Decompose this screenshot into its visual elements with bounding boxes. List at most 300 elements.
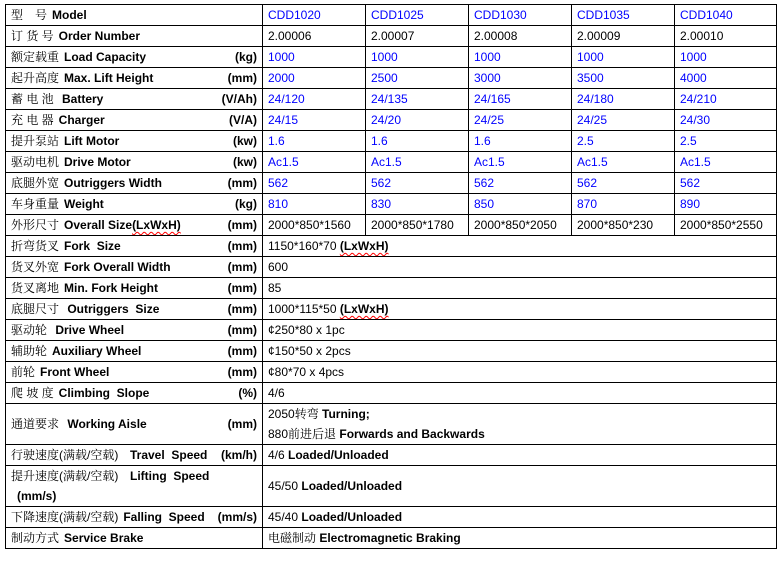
table-row-travel-speed — [6, 445, 777, 466]
cell-front-wheel-merged — [263, 362, 777, 383]
row-label-front-wheel — [6, 362, 263, 383]
cell-drive-motor-0 — [263, 152, 366, 173]
row-label-line-lift-motor — [11, 131, 257, 151]
value-drive-motor-4: Ac1.5 — [680, 155, 711, 169]
value-weight-3: 870 — [577, 197, 598, 211]
row-label-line2-lifting-speed — [11, 486, 257, 506]
table-row-overall-size — [6, 215, 777, 236]
value-charger-1: 24/20 — [371, 113, 402, 127]
value-order-number-2: 2.00008 — [474, 29, 518, 43]
cell-battery-4 — [675, 89, 777, 110]
value-text-climbing-slope-0: 4/6 — [268, 386, 285, 400]
cell-drive-motor-1 — [366, 152, 469, 173]
row-unit-fork-overall-width: (mm) — [227, 260, 257, 274]
value-lift-motor-2: 1.6 — [474, 134, 491, 148]
value-line-service-brake-0 — [268, 528, 771, 548]
row-label-outriggers-size — [6, 299, 263, 320]
value-weight-0: 810 — [268, 197, 289, 211]
value-bold-working-aisle-1: Forwards and Backwards — [339, 427, 485, 441]
row-unit-lift-height: (mm) — [227, 71, 257, 85]
cell-lift-height-1 — [366, 68, 469, 89]
value-bold-service-brake-0: Electromagnetic Braking — [319, 531, 461, 545]
value-text-falling-speed-0: 45/40 — [268, 510, 302, 524]
spec-table — [5, 4, 777, 549]
value-text-service-brake-0: 电磁制动 — [268, 531, 320, 545]
value-model-2: CDD1030 — [474, 8, 527, 22]
cell-drive-motor-3 — [572, 152, 675, 173]
value-lift-height-1: 2500 — [371, 71, 398, 85]
value-battery-2: 24/165 — [474, 92, 511, 106]
row-label-line-fork-size — [11, 236, 257, 256]
label-en-fork-overall-width: Fork Overall Width — [64, 260, 171, 274]
table-row-load-capacity — [6, 47, 777, 68]
label-en-drive-wheel: Drive Wheel — [52, 323, 125, 337]
row-label-line-charger — [11, 110, 257, 130]
label-en-overall-size: Overall Size — [64, 218, 133, 232]
row-label-line-lift-height — [11, 68, 257, 88]
cell-order-number-0 — [263, 26, 366, 47]
cell-travel-speed-merged — [263, 445, 777, 466]
row-label-line-working-aisle — [11, 414, 257, 434]
cell-outriggers-width-0 — [263, 173, 366, 194]
value-line-travel-speed-0 — [268, 445, 771, 465]
cell-load-capacity-3 — [572, 47, 675, 68]
table-row-fork-overall-width — [6, 257, 777, 278]
cell-climbing-slope-merged — [263, 383, 777, 404]
table-row-battery — [6, 89, 777, 110]
value-line-min-fork-height-0 — [268, 278, 771, 298]
label-zh-auxiliary-wheel: 辅助轮 — [11, 344, 48, 358]
label-en-wavy-overall-size: (LxWxH) — [132, 218, 181, 232]
row-label-auxiliary-wheel — [6, 341, 263, 362]
value-text-front-wheel-0: ¢80*70 x 4pcs — [268, 365, 345, 379]
value-text-auxiliary-wheel-0: ¢150*50 x 2pcs — [268, 344, 351, 358]
value-lift-motor-0: 1.6 — [268, 134, 285, 148]
value-line-fork-size-0 — [268, 236, 771, 256]
row-label-climbing-slope — [6, 383, 263, 404]
label-zh-outriggers-size: 底腿尺寸 — [11, 302, 60, 316]
row-unit-lifting-speed: (mm/s) — [17, 489, 57, 503]
value-battery-4: 24/210 — [680, 92, 717, 106]
value-load-capacity-4: 1000 — [680, 50, 707, 64]
row-unit-lift-motor: (kw) — [233, 134, 257, 148]
table-row-charger — [6, 110, 777, 131]
label-zh-travel-speed: 行驶速度(满载/空载) — [11, 448, 119, 462]
value-drive-motor-0: Ac1.5 — [268, 155, 299, 169]
value-text-min-fork-height-0: 85 — [268, 281, 282, 295]
row-label-lifting-speed — [6, 466, 263, 507]
table-row-outriggers-size — [6, 299, 777, 320]
label-zh-outriggers-width: 底腿外宽 — [11, 176, 60, 190]
value-text-working-aisle-0: 2050转弯 — [268, 407, 323, 421]
cell-model-2 — [469, 5, 572, 26]
cell-lift-motor-3 — [572, 131, 675, 152]
row-label-line-drive-motor — [11, 152, 257, 172]
row-label-line-model — [11, 5, 257, 25]
cell-weight-3 — [572, 194, 675, 215]
cell-overall-size-1 — [366, 215, 469, 236]
label-zh-model: 型 号 — [11, 8, 48, 22]
row-label-line-overall-size — [11, 215, 257, 235]
cell-charger-3 — [572, 110, 675, 131]
cell-battery-1 — [366, 89, 469, 110]
value-outriggers-width-1: 562 — [371, 176, 392, 190]
value-line-working-aisle-0 — [268, 404, 771, 424]
value-order-number-4: 2.00010 — [680, 29, 724, 43]
label-zh-drive-motor: 驱动电机 — [11, 155, 60, 169]
cell-working-aisle-merged — [263, 404, 777, 445]
table-row-working-aisle — [6, 404, 777, 445]
row-label-line-falling-speed — [11, 507, 257, 527]
cell-weight-1 — [366, 194, 469, 215]
value-line-falling-speed-0 — [268, 507, 771, 527]
cell-lift-motor-4 — [675, 131, 777, 152]
table-row-lifting-speed — [6, 466, 777, 507]
label-en-drive-motor: Drive Motor — [64, 155, 131, 169]
row-label-fork-size — [6, 236, 263, 257]
value-line-fork-overall-width-0 — [268, 257, 771, 277]
cell-overall-size-4 — [675, 215, 777, 236]
row-unit-working-aisle: (mm) — [227, 417, 257, 431]
row-label-weight — [6, 194, 263, 215]
row-label-charger — [6, 110, 263, 131]
value-model-0: CDD1020 — [268, 8, 321, 22]
value-text-fork-overall-width-0: 600 — [268, 260, 289, 274]
cell-weight-0 — [263, 194, 366, 215]
label-zh-fork-size: 折弯货叉 — [11, 239, 60, 253]
table-row-front-wheel — [6, 362, 777, 383]
cell-fork-overall-width-merged — [263, 257, 777, 278]
row-unit-front-wheel: (mm) — [227, 365, 257, 379]
cell-outriggers-width-3 — [572, 173, 675, 194]
value-bold-working-aisle-0: Turning; — [322, 407, 370, 421]
value-lift-height-2: 3000 — [474, 71, 501, 85]
cell-charger-4 — [675, 110, 777, 131]
row-label-line-outriggers-width — [11, 173, 257, 193]
row-label-service-brake — [6, 528, 263, 549]
row-label-line-travel-speed — [11, 445, 257, 465]
label-zh-order-number: 订 货 号 — [11, 29, 54, 43]
row-label-line-service-brake — [11, 528, 257, 548]
value-lift-motor-1: 1.6 — [371, 134, 388, 148]
table-row-service-brake — [6, 528, 777, 549]
label-en-front-wheel: Front Wheel — [40, 365, 110, 379]
cell-overall-size-3 — [572, 215, 675, 236]
row-label-line-fork-overall-width — [11, 257, 257, 277]
cell-lift-height-2 — [469, 68, 572, 89]
value-weight-1: 830 — [371, 197, 392, 211]
cell-outriggers-width-2 — [469, 173, 572, 194]
row-label-line-auxiliary-wheel — [11, 341, 257, 361]
label-en-working-aisle: Working Aisle — [64, 417, 147, 431]
row-label-line-min-fork-height — [11, 278, 257, 298]
value-battery-3: 24/180 — [577, 92, 614, 106]
label-en-model: Model — [52, 8, 87, 22]
label-en-travel-speed: Travel Speed — [123, 448, 208, 462]
label-zh-falling-speed: 下降速度(满载/空载) — [11, 510, 119, 524]
table-row-lift-motor — [6, 131, 777, 152]
cell-load-capacity-1 — [366, 47, 469, 68]
label-en-outriggers-size: Outriggers Size — [64, 302, 160, 316]
value-line-front-wheel-0 — [268, 362, 771, 382]
cell-fork-size-merged — [263, 236, 777, 257]
value-bold-travel-speed-0: Loaded/Unloaded — [288, 448, 389, 462]
row-unit-outriggers-width: (mm) — [227, 176, 257, 190]
value-outriggers-width-0: 562 — [268, 176, 289, 190]
cell-order-number-1 — [366, 26, 469, 47]
value-text-outriggers-size-0: 1000*115*50 — [268, 302, 340, 316]
value-text-fork-size-0: 1150*160*70 — [268, 239, 340, 253]
row-unit-drive-wheel: (mm) — [227, 323, 257, 337]
table-row-drive-motor — [6, 152, 777, 173]
label-en-lift-motor: Lift Motor — [64, 134, 120, 148]
row-unit-falling-speed: (mm/s) — [217, 510, 257, 524]
table-row-falling-speed — [6, 507, 777, 528]
row-unit-overall-size: (mm) — [227, 218, 257, 232]
value-model-4: CDD1040 — [680, 8, 733, 22]
value-overall-size-1: 2000*850*1780 — [371, 218, 454, 232]
label-en-lifting-speed: Lifting Speed — [123, 469, 210, 483]
label-en-weight: Weight — [64, 197, 104, 211]
row-unit-battery: (V/Ah) — [221, 92, 257, 106]
cell-load-capacity-2 — [469, 47, 572, 68]
row-label-model — [6, 5, 263, 26]
value-drive-motor-2: Ac1.5 — [474, 155, 505, 169]
row-label-drive-wheel — [6, 320, 263, 341]
row-label-min-fork-height — [6, 278, 263, 299]
cell-outriggers-width-4 — [675, 173, 777, 194]
cell-service-brake-merged — [263, 528, 777, 549]
value-overall-size-4: 2000*850*2550 — [680, 218, 763, 232]
row-label-travel-speed — [6, 445, 263, 466]
row-label-load-capacity — [6, 47, 263, 68]
cell-charger-1 — [366, 110, 469, 131]
cell-model-3 — [572, 5, 675, 26]
cell-drive-motor-2 — [469, 152, 572, 173]
value-outriggers-width-2: 562 — [474, 176, 495, 190]
value-weight-4: 890 — [680, 197, 701, 211]
row-label-line-load-capacity — [11, 47, 257, 67]
value-drive-motor-1: Ac1.5 — [371, 155, 402, 169]
value-load-capacity-1: 1000 — [371, 50, 398, 64]
cell-min-fork-height-merged — [263, 278, 777, 299]
cell-drive-wheel-merged — [263, 320, 777, 341]
label-zh-weight: 车身重量 — [11, 197, 60, 211]
label-en-auxiliary-wheel: Auxiliary Wheel — [52, 344, 142, 358]
cell-load-capacity-0 — [263, 47, 366, 68]
cell-battery-0 — [263, 89, 366, 110]
value-overall-size-3: 2000*850*230 — [577, 218, 654, 232]
row-label-line-climbing-slope — [11, 383, 257, 403]
value-line-climbing-slope-0 — [268, 383, 771, 403]
value-load-capacity-3: 1000 — [577, 50, 604, 64]
value-line-working-aisle-1 — [268, 424, 771, 444]
value-charger-4: 24/30 — [680, 113, 711, 127]
cell-load-capacity-4 — [675, 47, 777, 68]
row-label-battery — [6, 89, 263, 110]
row-unit-travel-speed: (km/h) — [221, 448, 257, 462]
value-bold-fork-size-0: (LxWxH) — [339, 239, 389, 253]
cell-drive-motor-4 — [675, 152, 777, 173]
row-label-line-lifting-speed — [11, 466, 257, 486]
value-battery-1: 24/135 — [371, 92, 408, 106]
cell-overall-size-0 — [263, 215, 366, 236]
table-row-climbing-slope — [6, 383, 777, 404]
value-charger-3: 24/25 — [577, 113, 608, 127]
row-unit-min-fork-height: (mm) — [227, 281, 257, 295]
cell-weight-2 — [469, 194, 572, 215]
cell-outriggers-size-merged — [263, 299, 777, 320]
value-lift-motor-4: 2.5 — [680, 134, 697, 148]
row-unit-auxiliary-wheel: (mm) — [227, 344, 257, 358]
label-zh-front-wheel: 前轮 — [11, 365, 36, 379]
table-row-lift-height — [6, 68, 777, 89]
value-lift-motor-3: 2.5 — [577, 134, 594, 148]
row-unit-charger: (V/A) — [229, 113, 257, 127]
table-row-weight — [6, 194, 777, 215]
label-zh-charger: 充 电 器 — [11, 113, 54, 127]
row-label-line-front-wheel — [11, 362, 257, 382]
value-bold-falling-speed-0: Loaded/Unloaded — [301, 510, 403, 524]
value-text-lifting-speed-0: 45/50 — [268, 479, 302, 493]
table-row-auxiliary-wheel — [6, 341, 777, 362]
cell-lift-motor-2 — [469, 131, 572, 152]
cell-battery-2 — [469, 89, 572, 110]
value-line-auxiliary-wheel-0 — [268, 341, 771, 361]
label-zh-min-fork-height: 货叉离地 — [11, 281, 60, 295]
label-zh-climbing-slope: 爬 坡 度 — [11, 386, 54, 400]
table-row-outriggers-width — [6, 173, 777, 194]
row-label-order-number — [6, 26, 263, 47]
row-unit-drive-motor: (kw) — [233, 155, 257, 169]
label-en-service-brake: Service Brake — [64, 531, 144, 545]
cell-weight-4 — [675, 194, 777, 215]
label-zh-lifting-speed: 提升速度(满载/空载) — [11, 469, 119, 483]
value-text-travel-speed-0: 4/6 — [268, 448, 289, 462]
row-label-outriggers-width — [6, 173, 263, 194]
value-bold-outriggers-size-0: (LxWxH) — [339, 302, 389, 316]
label-zh-battery: 蓄 电 池 — [11, 92, 54, 106]
value-weight-2: 850 — [474, 197, 495, 211]
cell-order-number-3 — [572, 26, 675, 47]
value-load-capacity-2: 1000 — [474, 50, 501, 64]
cell-model-0 — [263, 5, 366, 26]
value-charger-2: 24/25 — [474, 113, 505, 127]
row-label-line-order-number — [11, 26, 257, 46]
row-label-drive-motor — [6, 152, 263, 173]
value-lift-height-3: 3500 — [577, 71, 604, 85]
value-outriggers-width-3: 562 — [577, 176, 598, 190]
table-row-order-number — [6, 26, 777, 47]
value-lift-height-0: 2000 — [268, 71, 295, 85]
value-drive-motor-3: Ac1.5 — [577, 155, 608, 169]
cell-lift-height-4 — [675, 68, 777, 89]
cell-battery-3 — [572, 89, 675, 110]
value-order-number-0: 2.00006 — [268, 29, 312, 43]
cell-falling-speed-merged — [263, 507, 777, 528]
label-en-lift-height: Max. Lift Height — [64, 71, 154, 85]
value-battery-0: 24/120 — [268, 92, 305, 106]
cell-lift-motor-1 — [366, 131, 469, 152]
label-zh-lift-motor: 提升泵站 — [11, 134, 60, 148]
value-overall-size-2: 2000*850*2050 — [474, 218, 557, 232]
label-zh-service-brake: 制动方式 — [11, 531, 60, 545]
row-label-line-weight — [11, 194, 257, 214]
label-zh-lift-height: 起升高度 — [11, 71, 60, 85]
label-en-battery: Battery — [58, 92, 104, 106]
label-en-falling-speed: Falling Speed — [123, 510, 205, 524]
cell-lift-height-0 — [263, 68, 366, 89]
cell-charger-2 — [469, 110, 572, 131]
row-unit-outriggers-size: (mm) — [227, 302, 257, 316]
table-row-drive-wheel — [6, 320, 777, 341]
row-unit-climbing-slope: (%) — [238, 386, 257, 400]
value-outriggers-width-4: 562 — [680, 176, 701, 190]
value-bold-lifting-speed-0: Loaded/Unloaded — [301, 479, 403, 493]
cell-model-1 — [366, 5, 469, 26]
value-order-number-1: 2.00007 — [371, 29, 415, 43]
row-label-working-aisle — [6, 404, 263, 445]
value-load-capacity-0: 1000 — [268, 50, 295, 64]
row-label-fork-overall-width — [6, 257, 263, 278]
row-unit-weight: (kg) — [235, 197, 257, 211]
value-line-drive-wheel-0 — [268, 320, 771, 340]
value-text-drive-wheel-0: ¢250*80 x 1pc — [268, 323, 345, 337]
label-zh-overall-size: 外形尺寸 — [11, 218, 60, 232]
value-lift-height-4: 4000 — [680, 71, 707, 85]
cell-lifting-speed-merged — [263, 466, 777, 507]
value-line-lifting-speed-0 — [268, 476, 771, 496]
cell-order-number-2 — [469, 26, 572, 47]
label-zh-fork-overall-width: 货叉外宽 — [11, 260, 60, 274]
cell-model-4 — [675, 5, 777, 26]
cell-lift-motor-0 — [263, 131, 366, 152]
label-en-min-fork-height: Min. Fork Height — [64, 281, 159, 295]
label-en-outriggers-width: Outriggers Width — [64, 176, 162, 190]
row-label-line-outriggers-size — [11, 299, 257, 319]
row-unit-fork-size: (mm) — [227, 239, 257, 253]
cell-overall-size-2 — [469, 215, 572, 236]
cell-outriggers-width-1 — [366, 173, 469, 194]
row-label-falling-speed — [6, 507, 263, 528]
label-zh-working-aisle: 通道要求 — [11, 417, 60, 431]
value-order-number-3: 2.00009 — [577, 29, 621, 43]
table-row-model — [6, 5, 777, 26]
row-label-lift-height — [6, 68, 263, 89]
row-label-line-drive-wheel — [11, 320, 257, 340]
cell-order-number-4 — [675, 26, 777, 47]
value-model-1: CDD1025 — [371, 8, 424, 22]
table-row-min-fork-height — [6, 278, 777, 299]
label-en-charger: Charger — [58, 113, 105, 127]
row-unit-load-capacity: (kg) — [235, 50, 257, 64]
row-label-lift-motor — [6, 131, 263, 152]
value-charger-0: 24/15 — [268, 113, 299, 127]
value-text-working-aisle-1: 880前进后退 — [268, 427, 340, 441]
label-zh-drive-wheel: 驱动轮 — [11, 323, 48, 337]
label-en-load-capacity: Load Capacity — [64, 50, 147, 64]
label-en-fork-size: Fork Size — [64, 239, 121, 253]
value-model-3: CDD1035 — [577, 8, 630, 22]
cell-charger-0 — [263, 110, 366, 131]
spec-table-body — [6, 5, 777, 549]
row-label-line-battery — [11, 89, 257, 109]
label-en-climbing-slope: Climbing Slope — [58, 386, 150, 400]
cell-lift-height-3 — [572, 68, 675, 89]
value-overall-size-0: 2000*850*1560 — [268, 218, 351, 232]
table-row-fork-size — [6, 236, 777, 257]
row-label-overall-size — [6, 215, 263, 236]
